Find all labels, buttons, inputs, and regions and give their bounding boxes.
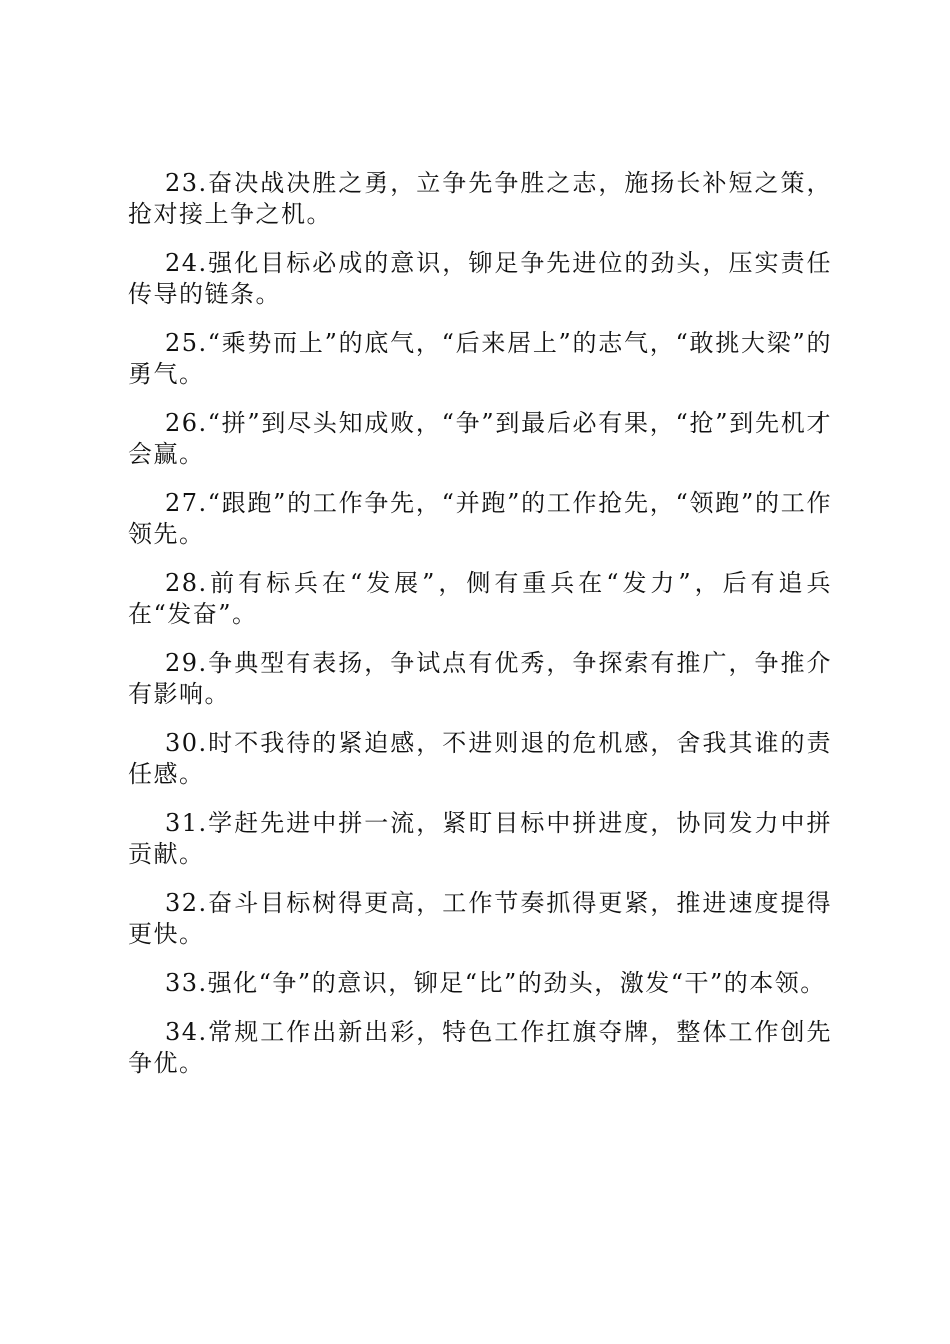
list-item-25: 25.“乘势而上”的底气，“后来居上”的志气，“敢挑大梁”的勇气。 <box>128 329 832 388</box>
list-item-31: 31.学赶先进中拼一流，紧盯目标中拼进度，协同发力中拼贡献。 <box>128 809 832 868</box>
list-item-27: 27.“跟跑”的工作争先，“并跑”的工作抢先，“领跑”的工作领先。 <box>128 489 832 548</box>
list-item-24: 24.强化目标必成的意识，铆足争先进位的劲头，压实责任传导的链条。 <box>128 249 832 308</box>
list-item-30: 30.时不我待的紧迫感，不进则退的危机感，舍我其谁的责任感。 <box>128 729 832 788</box>
list-item-23: 23.奋决战决胜之勇，立争先争胜之志，施扬长补短之策，抢对接上争之机。 <box>128 169 832 228</box>
document-body <box>128 168 832 1097</box>
list-item-29: 29.争典型有表扬，争试点有优秀，争探索有推广，争推介有影响。 <box>128 649 832 708</box>
list-item-28: 28.前有标兵在“发展”，侧有重兵在“发力”，后有追兵在“发奋”。 <box>128 569 832 628</box>
list-item-33: 33.强化“争”的意识，铆足“比”的劲头，激发“干”的本领。 <box>165 969 826 997</box>
list-item-26: 26.“拼”到尽头知成败，“争”到最后必有果，“抢”到先机才会赢。 <box>128 409 832 468</box>
list-item-34: 34.常规工作出新出彩，特色工作扛旗夺牌，整体工作创先争优。 <box>128 1018 832 1077</box>
list-item-32: 32.奋斗目标树得更高，工作节奏抓得更紧，推进速度提得更快。 <box>128 889 832 948</box>
